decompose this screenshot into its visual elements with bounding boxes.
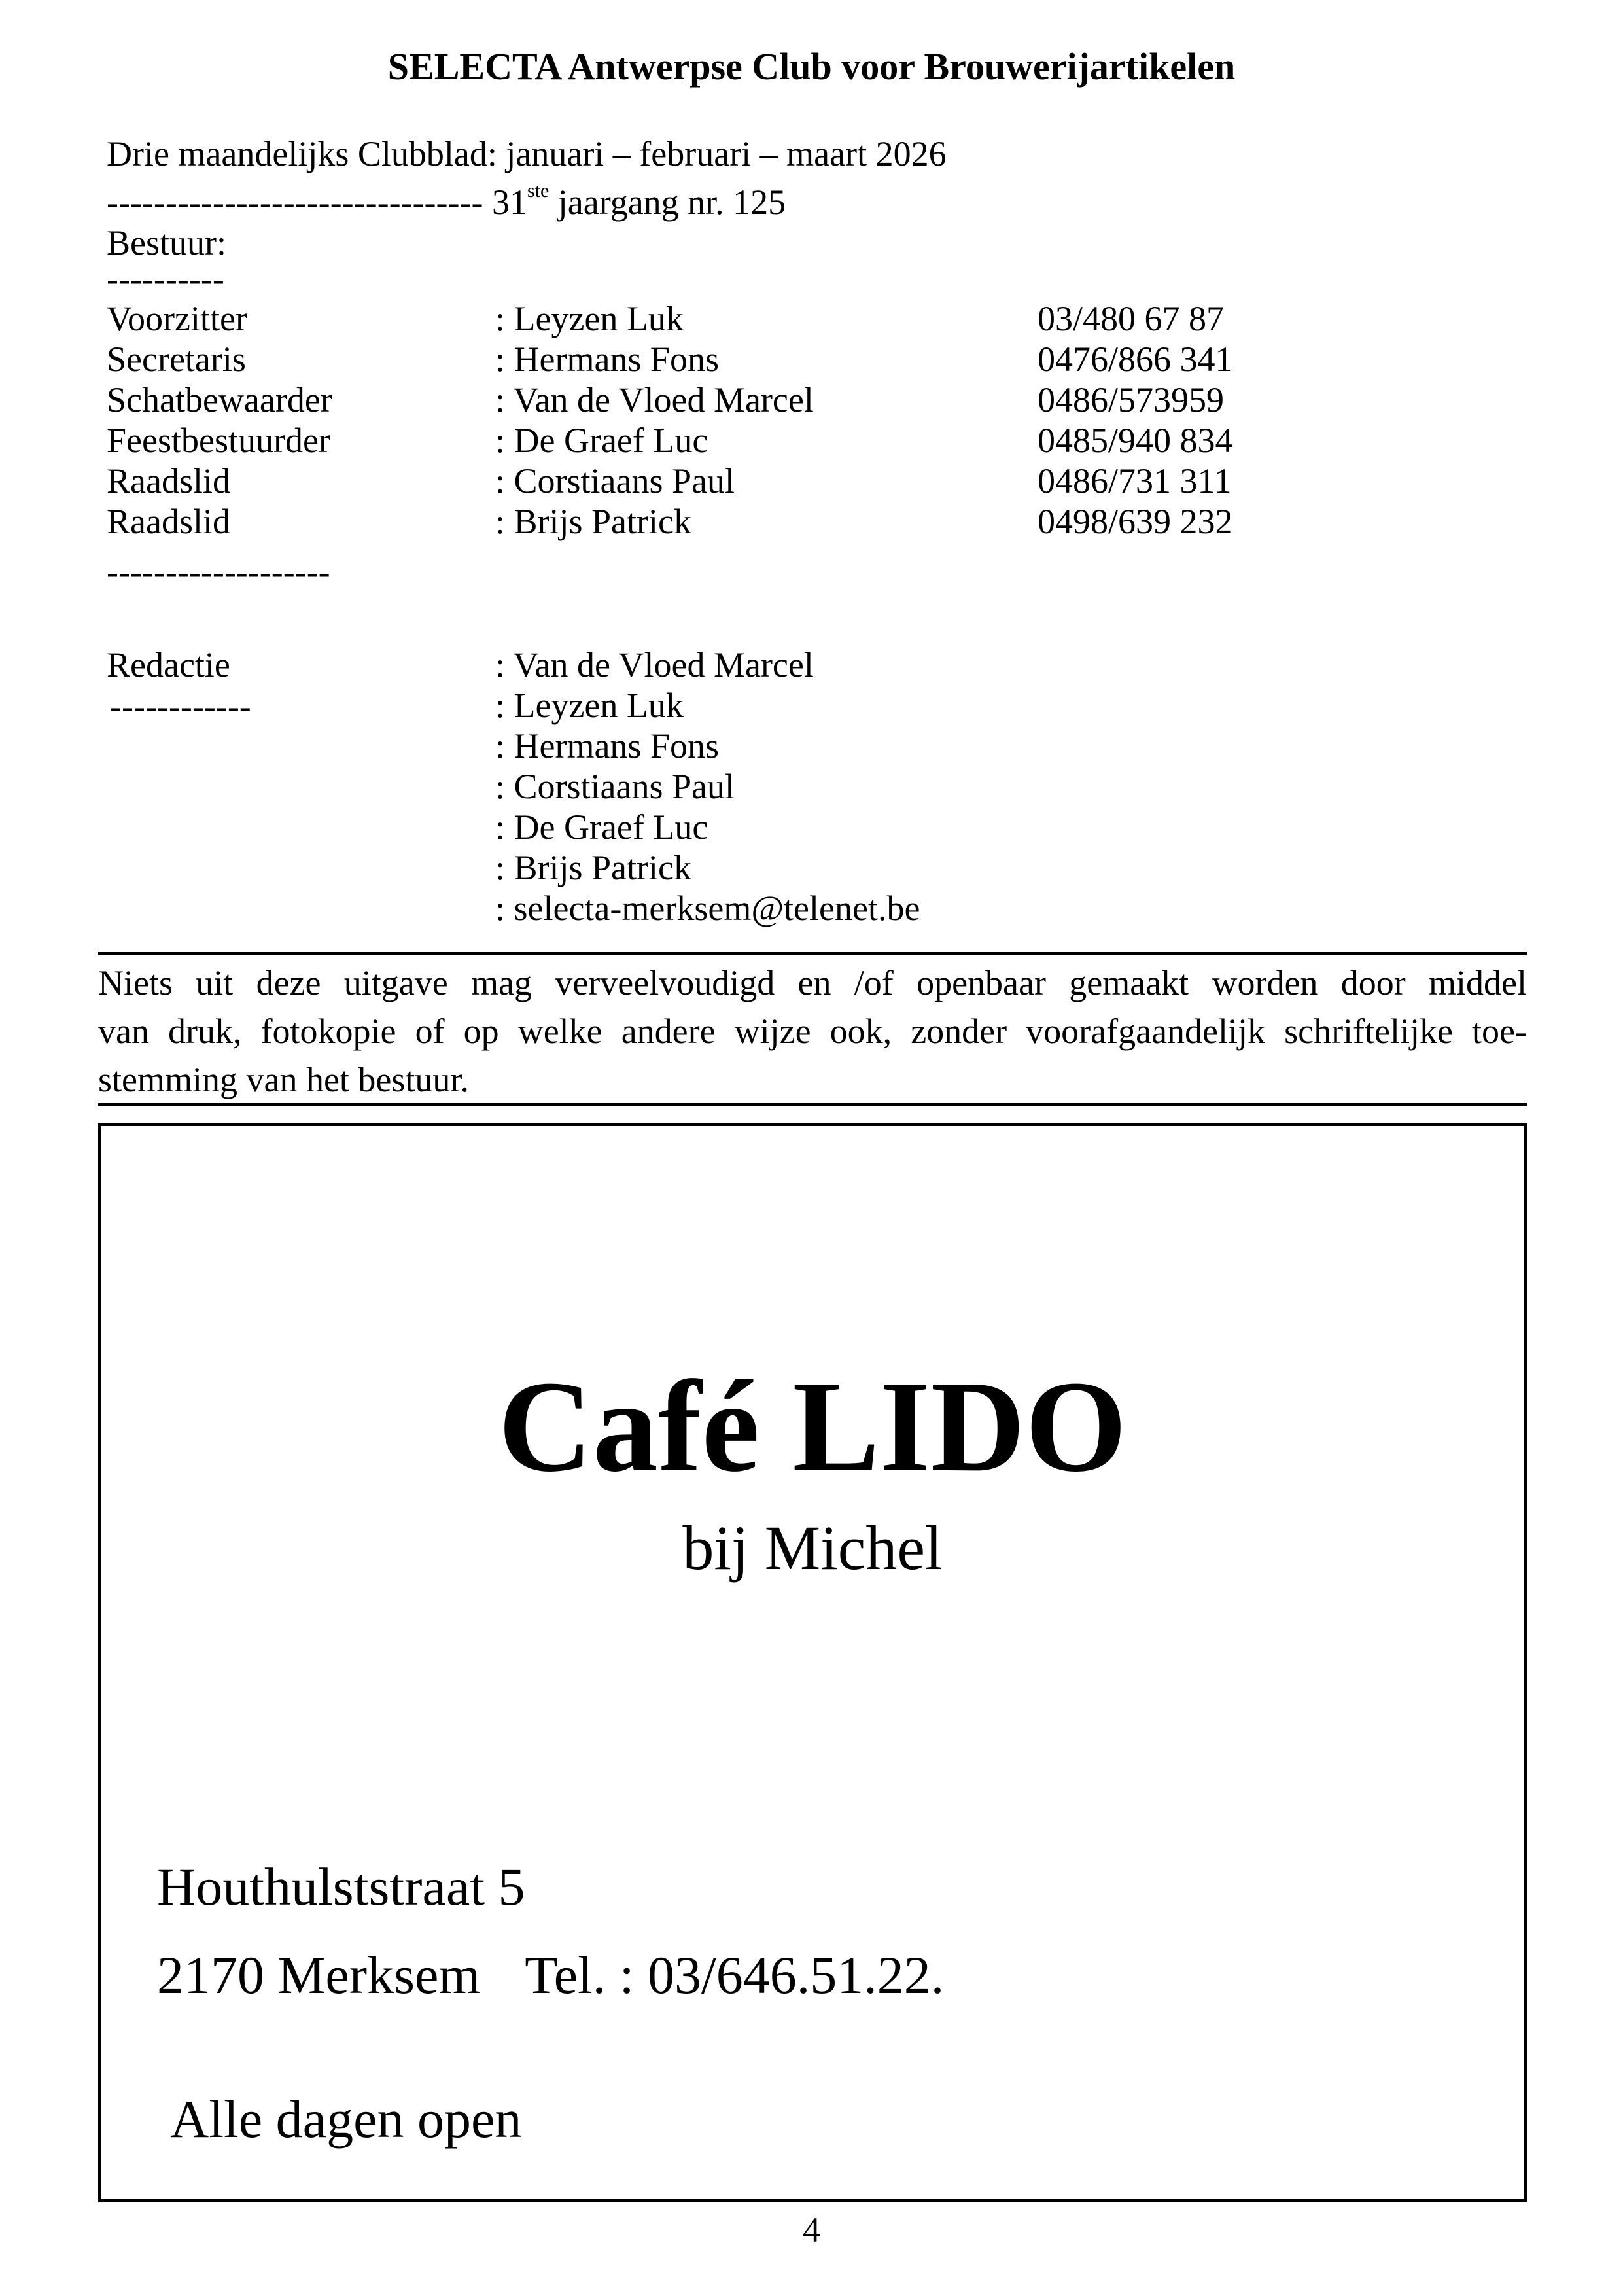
board-member-role: Schatbewaarder bbox=[107, 380, 332, 419]
ad-business-name: Café LIDO bbox=[498, 1354, 1127, 1499]
board-member-row bbox=[0, 420, 1623, 461]
editorial-dashes: ------------ bbox=[110, 686, 251, 726]
ad-street-address: Houthulststraat 5 bbox=[157, 1857, 525, 1916]
board-member-name: : Brijs Patrick bbox=[495, 502, 691, 541]
board-member-name: : Corstiaans Paul bbox=[495, 461, 735, 501]
board-member-phone: 03/480 67 87 bbox=[1038, 299, 1225, 338]
editorial-entry: : Brijs Patrick bbox=[495, 848, 691, 887]
board-member-name: : Leyzen Luk bbox=[495, 299, 684, 338]
board-member-name: : Hermans Fons bbox=[495, 340, 719, 379]
board-member-phone: 0486/731 311 bbox=[1038, 461, 1232, 501]
board-member-role: Feestbestuurder bbox=[107, 421, 330, 460]
ad-city-line bbox=[157, 1944, 944, 2007]
board-heading: Bestuur: bbox=[107, 223, 226, 262]
ad-subtitle: bij Michel bbox=[682, 1513, 943, 1583]
editorial-entry: : De Graef Luc bbox=[495, 807, 708, 847]
editorial-email: : selecta-merksem@telenet.be bbox=[495, 889, 920, 928]
board-member-name: : De Graef Luc bbox=[495, 421, 708, 460]
ad-city: 2170 Merksem bbox=[157, 1945, 481, 2005]
editorial-entry: : Leyzen Luk bbox=[495, 686, 684, 725]
editorial-entry: : Van de Vloed Marcel bbox=[495, 645, 814, 684]
volume-number: 31 bbox=[491, 183, 527, 222]
page-number: 4 bbox=[803, 2210, 820, 2250]
board-member-row bbox=[0, 461, 1623, 501]
divider bbox=[98, 1103, 1527, 1106]
board-member-row bbox=[0, 339, 1623, 380]
volume-dashes: -------------------------------- bbox=[107, 183, 483, 222]
copyright-disclaimer bbox=[98, 959, 1527, 1104]
board-member-row bbox=[0, 380, 1623, 420]
editorial-entry: : Corstiaans Paul bbox=[495, 767, 735, 806]
disclaimer-line: Niets uit deze uitgave mag verveelvoudigd en /of openbaar gemaakt worden door middel bbox=[98, 963, 1527, 1002]
board-member-role: Secretaris bbox=[107, 340, 246, 379]
divider bbox=[98, 952, 1527, 955]
volume-suffix: ste bbox=[527, 180, 550, 202]
board-member-role: Voorzitter bbox=[107, 299, 247, 338]
editorial-entry: : Hermans Fons bbox=[495, 726, 719, 766]
ad-phone: Tel. : 03/646.51.22. bbox=[525, 1945, 945, 2005]
board-member-role: Raadslid bbox=[107, 461, 230, 501]
issue-line: Drie maandelijks Clubblad: januari – februari – maart 2026 bbox=[107, 134, 947, 173]
volume-rest: jaargang nr. 125 bbox=[557, 183, 786, 222]
board-member-phone: 0476/866 341 bbox=[1038, 340, 1233, 379]
board-member-phone: 0498/639 232 bbox=[1038, 502, 1233, 541]
disclaimer-line: van druk, fotokopie of op welke andere wijze ook, zonder voorafgaandelijk schriftelijke toe- bbox=[98, 1012, 1527, 1051]
disclaimer-line: stemming van het bestuur. bbox=[98, 1060, 469, 1099]
board-member-phone: 0485/940 834 bbox=[1038, 421, 1233, 460]
page-title: SELECTA Antwerpse Club voor Brouwerijartikelen bbox=[387, 45, 1236, 88]
board-member-name: : Van de Vloed Marcel bbox=[495, 380, 814, 419]
board-member-row bbox=[0, 501, 1623, 542]
editorial-label: Redactie bbox=[107, 645, 230, 684]
ad-opening-hours: Alle dagen open bbox=[170, 2089, 522, 2149]
board-heading-dashes: ---------- bbox=[107, 259, 224, 298]
board-member-role: Raadslid bbox=[107, 502, 230, 541]
board-member-phone: 0486/573959 bbox=[1038, 380, 1225, 419]
board-end-dashes: ------------------- bbox=[107, 552, 330, 592]
cafe-advertisement bbox=[98, 1123, 1527, 2202]
volume-line bbox=[107, 182, 786, 222]
board-member-row bbox=[0, 298, 1623, 339]
